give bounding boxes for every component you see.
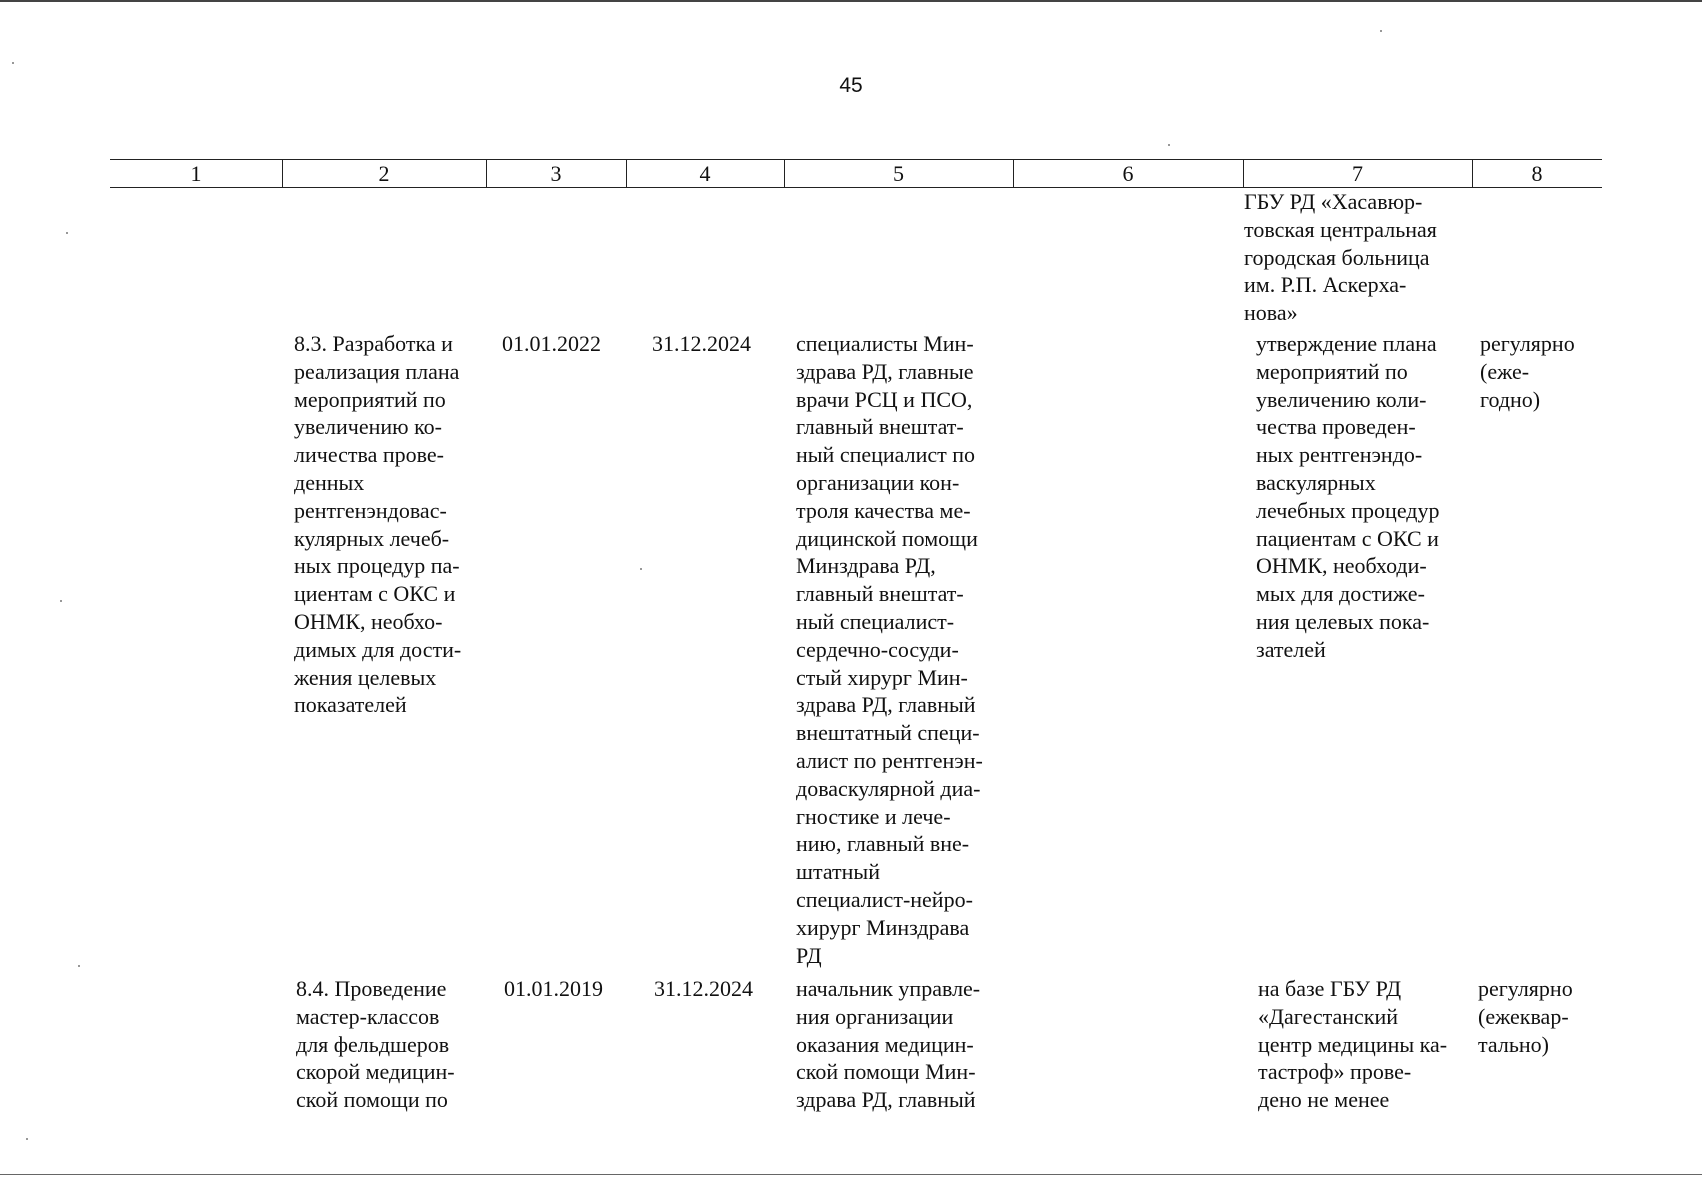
column-number-4: 4 bbox=[699, 161, 711, 186]
expected-result: на базе ГБУ РД «Дагестанский центр медицины ка- тастроф» прове- дено не менее bbox=[1258, 976, 1448, 1113]
carryover-responsible-org: ГБУ РД «Хасавюр- товская центральная городская больница им. Р.П. Аскерха- нова» bbox=[1244, 189, 1437, 326]
column-number-8: 8 bbox=[1531, 161, 1543, 186]
responsible-persons: специалисты Мин- здрава РД, главные врачи РСЦ и ПСО, главный внештат- ный специалист по организации кон- троля качества ме- дицинской помощи Минздрава РД, главный внештат- ный специалист- сердечно-сосуди- стый хирург Мин- здрава РД, главный внештатный специ- алист по рентгенэн- доваскулярной диа- гностике и лече- нию, главный вне- штатный специалист-нейро- хирург Минздрава РД bbox=[796, 331, 983, 968]
scan-top-edge bbox=[0, 0, 1702, 2]
scan-speck bbox=[60, 600, 62, 602]
column-number-6: 6 bbox=[1122, 161, 1134, 186]
column-number-2: 2 bbox=[378, 161, 390, 186]
responsible-persons: начальник управле- ния организации оказания медицин- ской помощи Мин- здрава РД, главный bbox=[796, 976, 981, 1113]
column-number-5: 5 bbox=[893, 161, 904, 186]
expected-result: утверждение плана мероприятий по увеличению коли- чества проведен- ных рентгенэндо- васкулярных лечебных процедур пациентам с ОКС и ОНМК, необходи- мых для достиже- ния целевых пока- зателей bbox=[1256, 331, 1440, 662]
scan-speck bbox=[78, 965, 80, 967]
column-number-1: 1 bbox=[190, 161, 202, 186]
scan-speck bbox=[26, 1138, 28, 1140]
scan-speck bbox=[1380, 30, 1382, 32]
scan-bottom-edge bbox=[0, 1174, 1702, 1175]
scan-speck bbox=[1168, 144, 1170, 146]
frequency: регулярно (ежеквар- тально) bbox=[1478, 976, 1573, 1057]
page-number: 45 bbox=[839, 74, 863, 97]
start-date: 01.01.2022 bbox=[502, 331, 601, 356]
frequency: регулярно (еже- годно) bbox=[1480, 331, 1575, 412]
measure-description: 8.3. Разработка и реализация плана мероприятий по увеличению ко- личества прове- денных рентгенэндовас- кулярных лечеб- ных процедур па- циентам с ОКС и ОНМК, необхо- димых для дости- жения целевых показателей bbox=[294, 331, 462, 718]
end-date: 31.12.2024 bbox=[652, 331, 751, 356]
column-number-3: 3 bbox=[550, 161, 562, 186]
start-date: 01.01.2019 bbox=[504, 976, 603, 1001]
column-number-7: 7 bbox=[1352, 161, 1363, 186]
scan-speck bbox=[640, 568, 642, 570]
scan-speck bbox=[66, 232, 68, 234]
scan-speck bbox=[12, 62, 14, 64]
header-top-rule bbox=[110, 159, 1602, 160]
measure-description: 8.4. Проведение мастер-классов для фельдшеров скорой медицин- ской помощи по bbox=[296, 976, 455, 1113]
end-date: 31.12.2024 bbox=[654, 976, 753, 1001]
